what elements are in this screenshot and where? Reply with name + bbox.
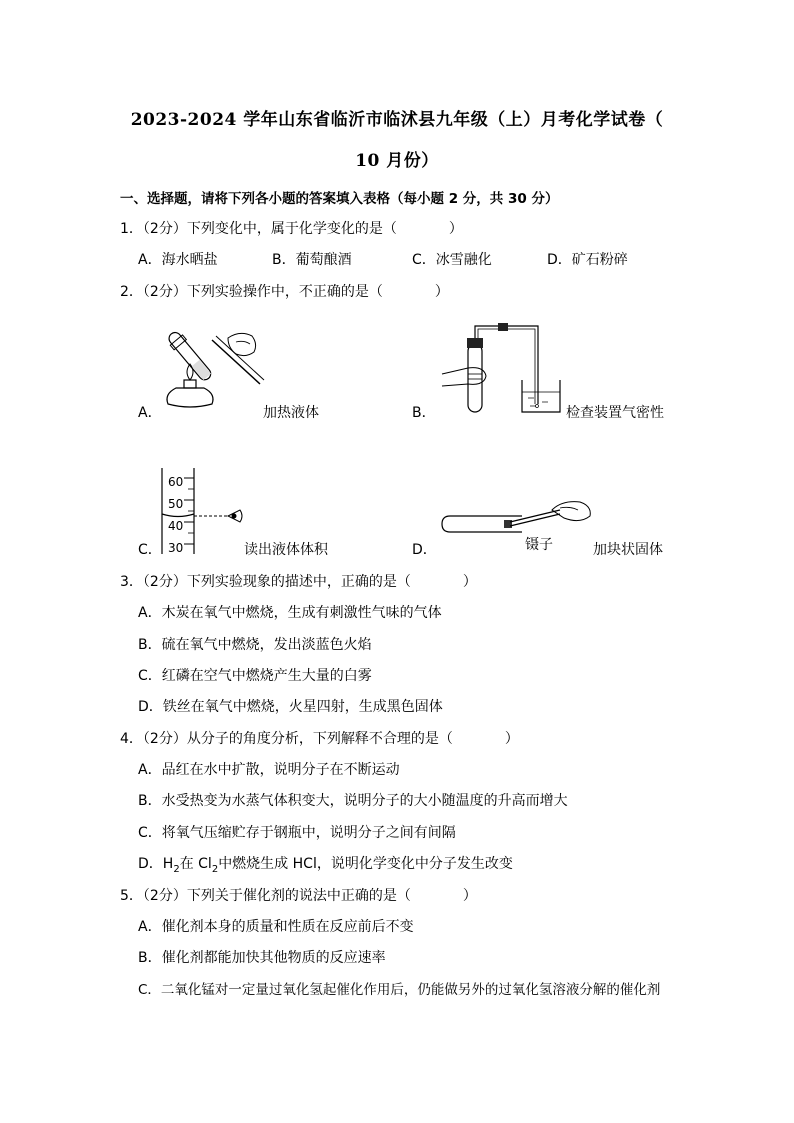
question-3-stem — [120, 571, 477, 591]
question-5-close: ） — [462, 888, 477, 904]
q4-option-d — [138, 853, 513, 875]
q2-option-a-caption: 加热液体 — [263, 405, 319, 421]
question-1-close: ） — [448, 221, 463, 237]
q3-option-c: C．红磷在空气中燃烧产生大量的白雾 — [138, 668, 372, 684]
question-1-text: 1．（2分）下列变化中，属于化学变化的是（ — [120, 221, 397, 237]
question-2-text: 2．（2分）下列实验操作中，不正确的是（ — [120, 284, 383, 300]
q5-option-c: C．二氧化锰对一定量过氧化氢起催化作用后，仍能做另外的过氧化氢溶液分解的催化剂 — [138, 982, 661, 998]
tick-60: 60 — [168, 475, 184, 489]
question-3-text: 3．（2分）下列实验现象的描述中，正确的是（ — [120, 574, 411, 590]
tick-30: 30 — [168, 541, 184, 555]
tick-40: 40 — [168, 519, 184, 533]
question-2-close: ） — [434, 284, 449, 300]
question-5-text: 5．（2分）下列关于催化剂的说法中正确的是（ — [120, 888, 411, 904]
question-4-stem — [120, 728, 519, 748]
q1-option-c: C．冰雪融化 — [412, 252, 492, 268]
q2-option-d-label: D． — [412, 542, 437, 558]
q1-option-b: B．葡萄酿酒 — [272, 252, 352, 268]
tweezers-label: 镊子 — [525, 537, 553, 553]
q4-option-b: B．水受热变为水蒸气体积变大，说明分子的大小随温度的升高而增大 — [138, 793, 568, 809]
question-3-close: ） — [462, 574, 477, 590]
cylinder-tick-labels — [168, 471, 183, 559]
q4-d-pre: D．H — [138, 856, 174, 872]
q4-d-mid: 在 Cl — [179, 856, 212, 872]
page-title-line-1: 2023-2024 学年山东省临沂市临沭县九年级（上）月考化学试卷（ — [130, 110, 664, 130]
q4-option-a: A．品红在水中扩散，说明分子在不断运动 — [138, 762, 400, 778]
question-4-text: 4．（2分）从分子的角度分析，下列解释不合理的是（ — [120, 731, 453, 747]
q2-option-c-label: C． — [138, 542, 162, 558]
section-heading: 一、选择题，请将下列各小题的答案填入表格（每小题 2 分，共 30 分） — [120, 191, 559, 207]
q4-option-c: C．将氧气压缩贮存于钢瓶中，说明分子之间有间隔 — [138, 825, 456, 841]
q2-option-b-label: B． — [412, 405, 436, 421]
tick-50: 50 — [168, 497, 184, 511]
heating-liquid-diagram — [160, 312, 270, 412]
q2-option-d-caption: 加块状固体 — [593, 542, 663, 558]
q2-option-c-caption: 读出液体体积 — [244, 542, 328, 558]
q2-option-b-caption: 检查装置气密性 — [566, 405, 664, 421]
q4-d-sub1: 2 — [173, 863, 180, 875]
q1-option-d: D．矿石粉碎 — [547, 252, 628, 268]
question-1-stem — [120, 218, 463, 238]
q5-option-b: B．催化剂都能加快其他物质的反应速率 — [138, 950, 386, 966]
q1-option-a: A．海水晒盐 — [138, 252, 218, 268]
q5-option-a: A．催化剂本身的质量和性质在反应前后不变 — [138, 919, 414, 935]
question-4-close: ） — [504, 731, 519, 747]
tweezers-test-tube-diagram — [440, 498, 595, 538]
q3-option-a: A．木炭在氧气中燃烧，生成有刺激性气味的气体 — [138, 605, 442, 621]
question-5-stem — [120, 885, 477, 905]
q3-option-b: B．硫在氧气中燃烧，发出淡蓝色火焰 — [138, 637, 372, 653]
airtightness-check-diagram — [438, 318, 568, 418]
page-title-line-2: 10 月份） — [355, 151, 439, 171]
q4-d-sub2: 2 — [211, 863, 219, 875]
q3-option-d: D．铁丝在氧气中燃烧，火星四射，生成黑色固体 — [138, 699, 443, 715]
q4-d-post: 中燃烧生成 HCl，说明化学变化中分子发生改变 — [218, 856, 513, 872]
question-2-stem — [120, 281, 449, 301]
q2-option-a-label: A． — [138, 405, 162, 421]
